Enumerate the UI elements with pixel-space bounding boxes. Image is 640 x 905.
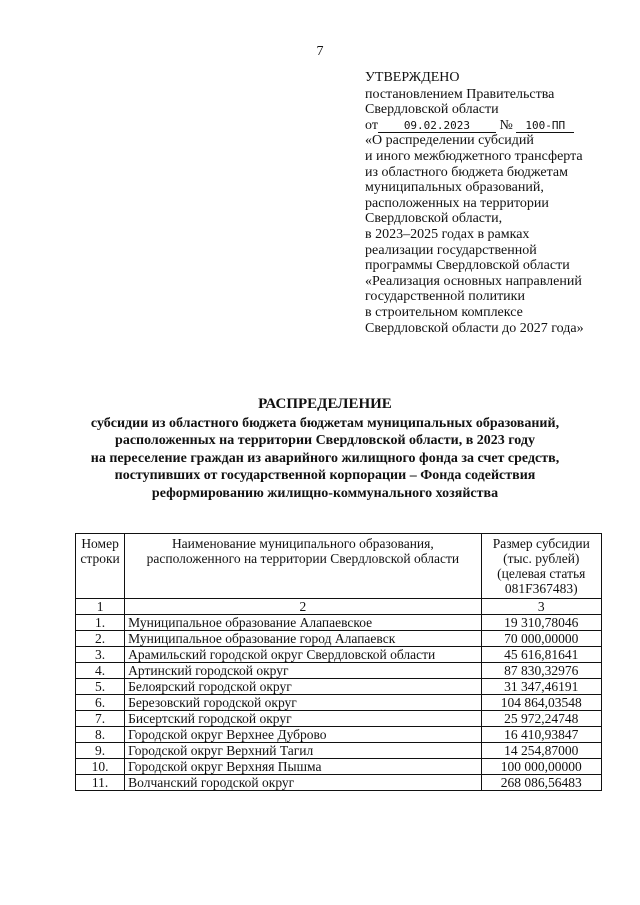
municipality-cell: Волчанский городской округ (125, 775, 481, 791)
subsidy-amount-cell: 16 410,93847 (481, 727, 601, 743)
subsidy-amount-cell: 45 616,81641 (481, 647, 601, 663)
approval-line: муниципальных образований, (365, 180, 544, 196)
approval-line: в строительном комплексе (365, 304, 523, 320)
table-body (76, 599, 602, 791)
subsidy-amount-cell: 100 000,00000 (481, 759, 601, 775)
row-number-cell: 3. (76, 647, 125, 663)
municipality-cell: Артинский городской округ (125, 663, 481, 679)
row-number-cell: 2. (76, 631, 125, 647)
title-line: реформированию жилищно-коммунального хозяйства (151, 485, 499, 501)
table-row (76, 727, 602, 743)
subsidy-amount-cell: 87 830,32976 (481, 663, 601, 679)
subsidy-amount-cell: 14 254,87000 (481, 743, 601, 759)
index-cell: 1 (76, 599, 125, 615)
municipality-cell: Березовский городской округ (125, 695, 481, 711)
approval-line: в 2023–2025 годах в рамках (365, 226, 530, 242)
header-row-number: Номер строки (76, 534, 125, 599)
municipality-cell: Городской округ Верхняя Пышма (125, 759, 481, 775)
table-row (76, 695, 602, 711)
municipality-cell: Муниципальное образование город Алапаевск (125, 631, 481, 647)
municipality-cell: Белоярский городской округ (125, 679, 481, 695)
title-line: поступивших от государственной корпорации – Фонда содействия (114, 468, 536, 483)
approval-line: «Реализация основных направлений (365, 273, 582, 289)
subsidy-amount-cell: 31 347,46191 (481, 679, 601, 695)
column-index-row (76, 599, 602, 615)
table-row (76, 647, 602, 663)
date-prefix: от (365, 117, 378, 133)
row-number-cell: 1. (76, 615, 125, 631)
subsidy-amount-cell: 19 310,78046 (481, 615, 601, 631)
subsidy-amount-cell: 268 086,56483 (481, 775, 601, 791)
approval-line: Свердловской области (365, 102, 499, 118)
header-subsidy-amount: Размер субсидии (тыс. рублей) (целевая статья 081F367483) (481, 534, 601, 599)
distribution-table (75, 533, 602, 791)
row-number-cell: 5. (76, 679, 125, 695)
row-number-cell: 9. (76, 743, 125, 759)
index-cell: 3 (481, 599, 601, 615)
approval-line: расположенных на территории (365, 195, 549, 211)
table-row (76, 759, 602, 775)
table-header-row (76, 534, 602, 599)
title-line: расположенных на территории Свердловской области, в 2023 году (115, 433, 535, 448)
title-line: на переселение граждан из аварийного жилищного фонда за счет средств, (90, 450, 560, 466)
row-number-cell: 4. (76, 663, 125, 679)
approval-line: постановлением Правительства (365, 86, 555, 102)
row-number-cell: 8. (76, 727, 125, 743)
approved-heading: УТВЕРЖДЕНО (365, 70, 460, 85)
subsidy-amount-cell: 25 972,24748 (481, 711, 601, 727)
municipality-cell: Городской округ Верхний Тагил (125, 743, 481, 759)
approval-line: программы Свердловской области (365, 258, 570, 274)
table-row (76, 663, 602, 679)
municipality-cell: Городской округ Верхнее Дуброво (125, 727, 481, 743)
municipality-cell: Муниципальное образование Алапаевское (125, 615, 481, 631)
approval-number: 100-ПП (516, 120, 574, 133)
document-title-block (40, 396, 610, 502)
table-row (76, 679, 602, 695)
approval-line: реализации государственной (365, 242, 537, 258)
subsidy-amount-cell: 104 864,03548 (481, 695, 601, 711)
municipality-cell: Бисертский городской округ (125, 711, 481, 727)
approval-date: 09.02.2023 (378, 120, 496, 133)
approval-line: «О распределении субсидий (365, 133, 534, 149)
header-municipality: Наименование муниципального образования, расположенного на территории Свердловской области (125, 534, 481, 599)
approval-block (365, 70, 630, 336)
title-line: субсидии из областного бюджета бюджетам муниципальных образований, (90, 415, 560, 431)
page-number: 7 (316, 44, 324, 59)
table-row (76, 743, 602, 759)
approval-date-line (365, 118, 630, 134)
municipality-cell: Арамильский городской округ Свердловской области (125, 647, 481, 663)
row-number-cell: 11. (76, 775, 125, 791)
row-number-cell: 7. (76, 711, 125, 727)
approval-line: из областного бюджета бюджетам (365, 164, 568, 180)
row-number-cell: 10. (76, 759, 125, 775)
table-row (76, 711, 602, 727)
approval-line: Свердловской области до 2027 года» (365, 320, 584, 336)
approval-line: государственной политики (365, 289, 525, 305)
number-prefix: № (499, 117, 513, 133)
row-number-cell: 6. (76, 695, 125, 711)
table-row (76, 775, 602, 791)
table-row (76, 631, 602, 647)
document-title: РАСПРЕДЕЛЕНИЕ (258, 396, 392, 412)
approval-line: Свердловской области, (365, 211, 503, 227)
subsidy-amount-cell: 70 000,00000 (481, 631, 601, 647)
index-cell: 2 (125, 599, 481, 615)
approval-line: и иного межбюджетного трансферта (365, 148, 583, 164)
table-row (76, 615, 602, 631)
